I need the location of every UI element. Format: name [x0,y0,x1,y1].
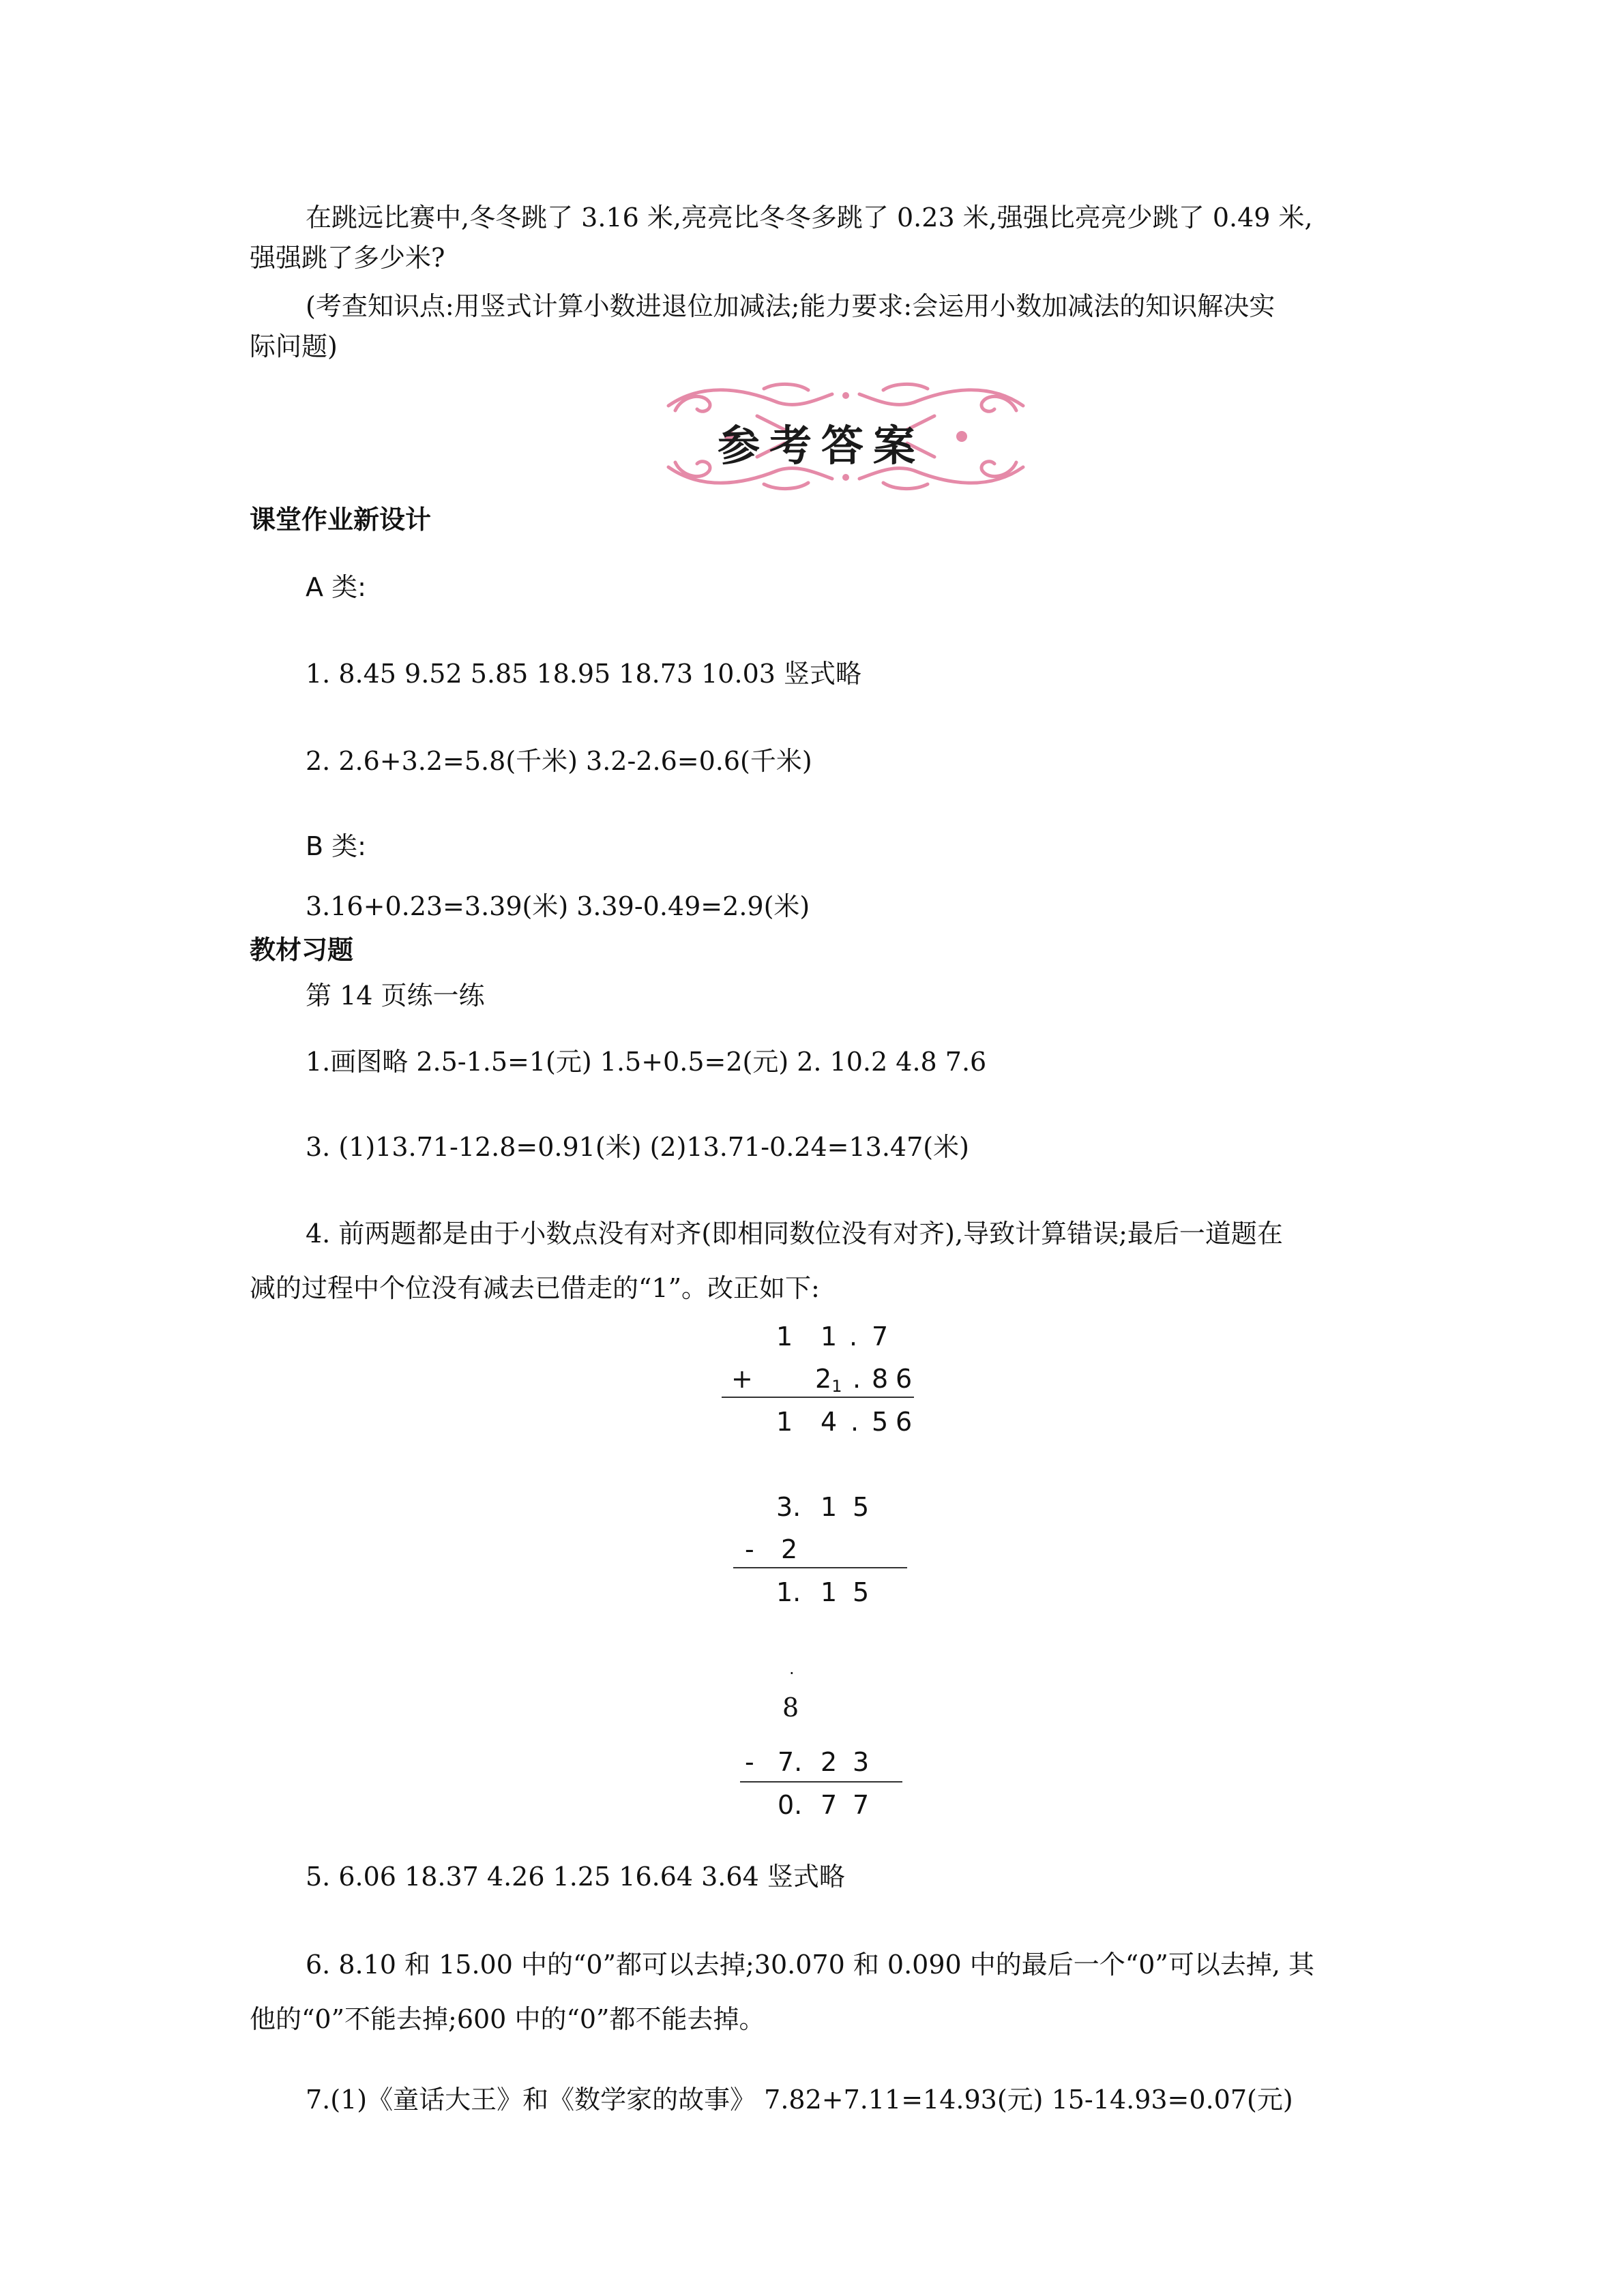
calc-digit: 7 [872,1322,889,1352]
section-a-label: A 类: [306,572,366,602]
borrow-dot: · [789,1664,795,1683]
calc-digit: 6 [896,1407,913,1437]
calc-digit: 6 [896,1364,913,1394]
calc-digit: 7 [853,1790,870,1820]
calc-digit-main: 2 [815,1364,832,1394]
section-title-textbook: 教材习题 [250,935,354,965]
calc-digit: 5 [853,1492,870,1522]
calc-rule-1 [722,1397,914,1398]
calc-digit: 2 [781,1534,798,1564]
calc-digit: 8 [782,1693,799,1723]
textbook-q5: 5. 6.06 18.37 4.26 1.25 16.64 3.64 竖式略 [306,1862,845,1892]
calc-digit [815,1364,842,1396]
calc-digit: . [849,1322,858,1352]
calc-operator: - [745,1534,754,1564]
calc-digit: 8 [872,1364,889,1394]
calc-digit: 0. [778,1790,803,1820]
carry-mark: 1 [831,1377,842,1396]
textbook-q4-line-1: 4. 前两题都是由于小数点没有对齐(即相同数位没有对齐),导致计算错误;最后一道题在 [306,1219,1283,1249]
problem-line-2: 强强跳了多少米? [250,243,445,273]
calc-digit: 5 [872,1407,889,1437]
calc-rule-3 [740,1781,902,1783]
calc-digit: . [851,1407,859,1437]
calc-digit: 7 [821,1790,838,1820]
textbook-q4-line-2: 减的过程中个位没有减去已借走的“1”。改正如下: [250,1273,820,1303]
textbook-q6-line-2: 他的“0”不能去掉;600 中的“0”都不能去掉。 [250,2004,765,2034]
calc-digit: 1 [776,1407,793,1437]
calc-rule-2 [733,1567,907,1568]
problem-note-1: (考查知识点:用竖式计算小数进退位加减法;能力要求:会运用小数加减法的知识解决实 [306,291,1275,321]
calc-digit: 1 [776,1322,793,1352]
problem-note-2: 际问题) [250,331,338,361]
answer-a2: 2. 2.6+3.2=5.8(千米) 3.2-2.6=0.6(千米) [306,746,812,776]
problem-line-1: 在跳远比赛中,冬冬跳了 3.16 米,亮亮比冬冬多跳了 0.23 米,强强比亮亮少跳了 0.49 米, [306,203,1313,233]
calc-digit: 3 [853,1747,870,1777]
textbook-page-label: 第 14 页练一练 [306,981,485,1011]
textbook-q1: 1.画图略 2.5-1.5=1(元) 1.5+0.5=2(元) 2. 10.2 4.8 7.6 [306,1047,987,1077]
calc-digit: 5 [853,1577,870,1607]
answer-a1: 1. 8.45 9.52 5.85 18.95 18.73 10.03 竖式略 [306,659,861,689]
calc-digit: 1 [821,1492,838,1522]
answer-banner-title: 参考答案 [718,421,926,471]
calc-digit: 4 [821,1407,838,1437]
calc-digit: 2 [821,1747,838,1777]
textbook-q6-line-1: 6. 8.10 和 15.00 中的“0”都可以去掉;30.070 和 0.090 中的最后一个“0”可以去掉, 其 [306,1950,1314,1980]
calc-operator: + [731,1364,753,1394]
calc-digit: 1. [776,1577,801,1607]
section-b-label: B 类: [306,831,366,861]
section-title-classwork: 课堂作业新设计 [250,505,432,535]
calc-operator: - [745,1747,754,1777]
calc-digit: 3. [776,1492,801,1522]
calc-digit: 7. [778,1747,803,1777]
calc-digit: . [853,1364,861,1394]
answer-b1: 3.16+0.23=3.39(米) 3.39-0.49=2.9(米) [306,891,810,921]
textbook-q7: 7.(1)《童话大王》和《数学家的故事》 7.82+7.11=14.93(元) 15-14.93=0.07(元) [306,2085,1293,2115]
textbook-q3: 3. (1)13.71-12.8=0.91(米) (2)13.71-0.24=13.47(米) [306,1132,969,1162]
calc-digit: 1 [821,1577,838,1607]
calc-digit: 1 [821,1322,838,1352]
